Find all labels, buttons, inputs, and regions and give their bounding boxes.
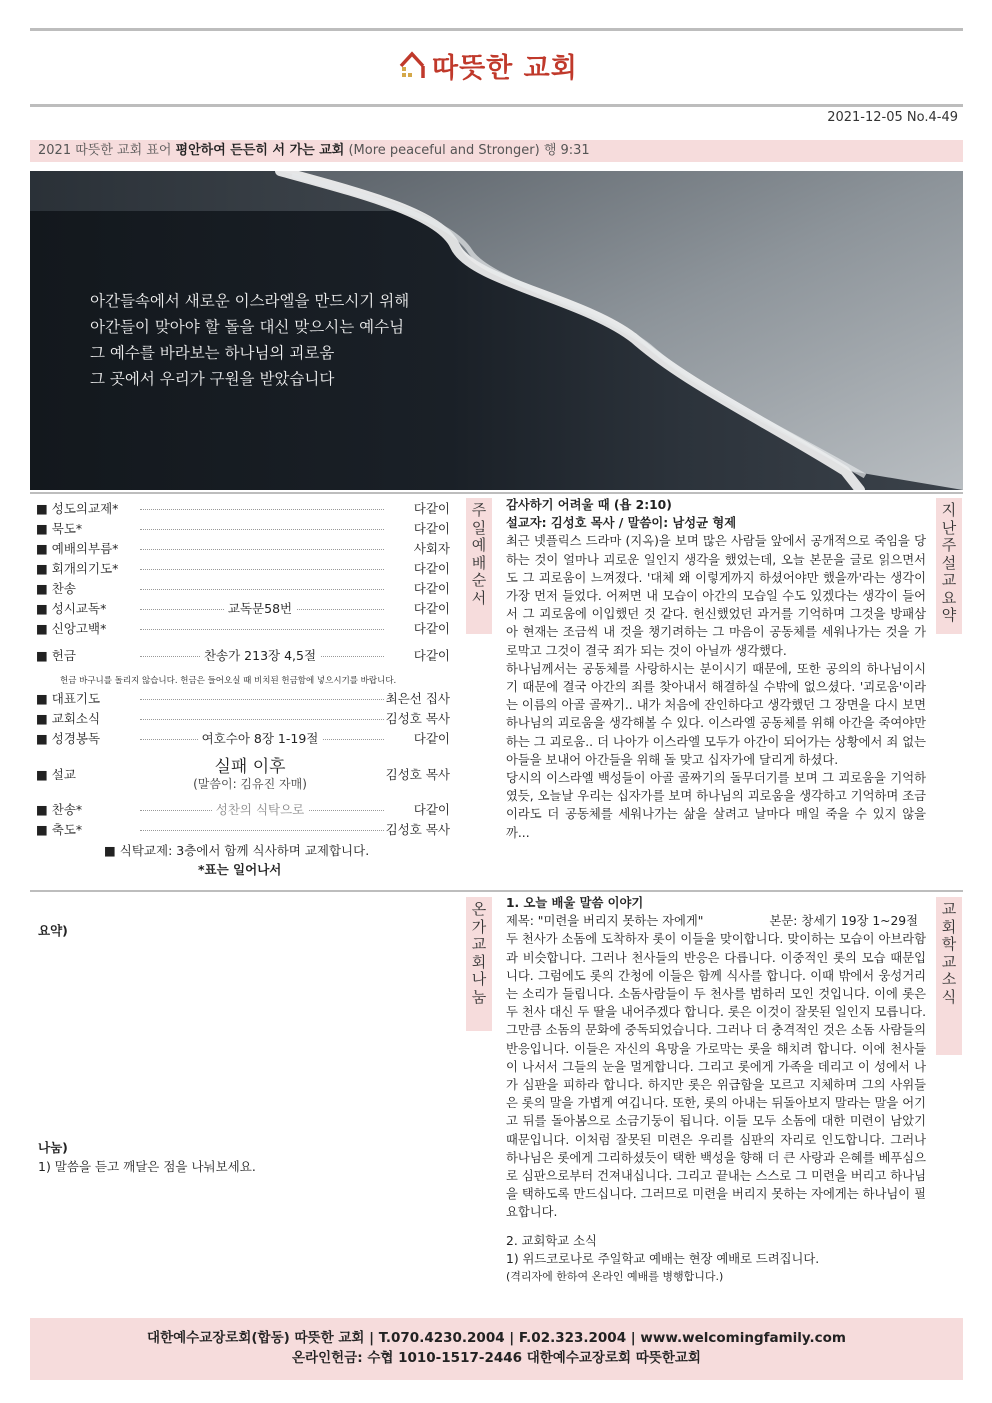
worship-item: ■ 헌금 찬송가 213장 4,5절 다같이	[36, 648, 450, 663]
footer	[30, 1318, 963, 1380]
footer-offering: 온라인헌금: 수협 1010-1517-2446 대한예수교장로회 따뜻한교회	[292, 1350, 701, 1366]
header-rule	[30, 104, 963, 107]
worship-item: ■ 찬송 다같이	[36, 581, 450, 596]
worship-item: ■ 묵도* 다같이	[36, 521, 450, 536]
worship-item: ■ 교회소식 김성호 목사	[36, 711, 450, 726]
school-body: 두 천사가 소돔에 도착하자 롯이 이들을 맞이합니다. 맞이하는 모습이 아브라함과 비슷합니다. 그러나 천사들의 반응은 다릅니다. 이중적인 롯의 모습 때문입니다. 그럼에도 롯의 간청에 이들은 함께 식사를 합니다. 이때 밖에서 웅성거리는 소리가 들립니다. 소돔사람들이 두 천사를 범하러 모인 것입니다. 이에 롯은 두 천사 대신 두 딸을 내어주겠다 합니다. 롯은 이것이 잘못된 일인지 모릅니다. 그만큼 소돔의 문화에 중독되었습니다. 그러나 더 충격적인 것은 소돔 사람들의 반응입니다. 이들은 자신의 욕망을 가로막는 롯을 해치려 합니다. 이에 천사들이 나서서 그들의 눈을 멀게합니다. 그리고 롯에게 가족을 데리고 이 성에서 나가 심판을 피하라 합니다. 하지만 롯은 위급함을 모르고 지체하며 그의 사위들은 롯의 말을 가볍게 여깁니다. 또한, 롯의 아내는 뒤돌아보지 말라는 말을 어기고 뒤를 돌아봄으로 소금기둥이 됩니다. 이들 모두 소돔에 대한 미련이 남았기 때문입니다. 이처럼 잘못된 미련은 우리를 심판의 자리로 인도합니다. 그러나 하나님은 롯에게 그리하셨듯이 택한 백성을 향해 더 큰 사랑과 은혜를 베푸심으로 심판으로부터 건져내십니다. 그리고 끝내는 스스로 그 미련을 버리고 하나님을 택하도록 만드십니다. 그러므로 미련을 버리지 못하는 자에게는 하나님이 필요합니다.	[506, 932, 926, 1220]
worship-item: ■ 성경봉독 여호수아 8장 1-19절 다같이	[36, 731, 450, 746]
worship-item: ■ 회개의기도* 다같이	[36, 561, 450, 576]
meal-note: ■ 식탁교제: 3층에서 함께 식사하며 교제합니다.	[104, 843, 370, 858]
tab-label: 교회학교소식	[941, 900, 957, 1006]
school-title: 1. 오늘 배울 말씀 이야기	[506, 896, 644, 910]
school-passage: 본문: 창세기 19장 1~29절	[769, 914, 918, 929]
issue-date: 2021-12-05 No.4-49	[827, 110, 958, 125]
school-subject-row	[506, 912, 926, 930]
section-rule-2	[30, 890, 963, 892]
sermon-title: 실패 이후	[214, 757, 286, 777]
summary-title: 감사하기 어려울 때 (욥 2:10)	[506, 498, 672, 512]
hero-poem	[90, 288, 409, 392]
hero-image	[30, 171, 963, 490]
footer-contact: 대한예수교장로회(합동) 따뜻한 교회 | T.070.4230.2004 | F.02.323.2004 | www.welcomingfamily.com	[147, 1330, 846, 1346]
motto-bar	[30, 140, 963, 162]
motto-suffix: (More peaceful and Stronger) 행 9:31	[344, 143, 590, 158]
sermon-label: ■ 설교	[36, 767, 76, 782]
tab-label: 지난주설교요약	[941, 501, 957, 624]
offering-note: 헌금 바구니를 돌리지 않습니다. 헌금은 들어오실 때 비치된 헌금함에 넣으시기를 바랍니다.	[60, 676, 397, 686]
sermon-summary	[506, 496, 926, 842]
tab-sharing	[466, 897, 492, 1031]
tab-sermon-summary	[936, 498, 962, 634]
news-item: 1) 위드코로나로 주일학교 예배는 현장 예배로 드려집니다.	[506, 1251, 820, 1266]
summary-label: 요약)	[38, 923, 68, 938]
sermon-subtitle: (말씀이: 김유진 자매)	[193, 777, 307, 791]
summary-preacher: 설교자: 김성호 목사 / 말씀이: 남성균 형제	[506, 516, 737, 531]
tab-school-news	[936, 897, 962, 1055]
poem-line: 그 곳에서 우리가 구원을 받았습니다	[90, 370, 335, 388]
tab-worship-order	[466, 498, 492, 634]
poem-line: 아간들이 맞아야 할 돌을 대신 맞으시는 예수님	[90, 318, 405, 336]
worship-item: ■ 신앙고백* 다같이	[36, 621, 450, 636]
worship-item: ■ 축도* 김성호 목사	[36, 822, 450, 837]
section-rule	[30, 492, 963, 494]
share-label: 나눔)	[38, 1140, 68, 1155]
school-subject: 제목: "미련을 버리지 못하는 자에게"	[506, 914, 704, 929]
summary-body: 최근 넷플릭스 드라마 (지옥)을 보며 많은 사람들 앞에서 공개적으로 죽임을 당하는 것이 얼마나 괴로운 일인지 생각을 했었는데, 오늘 본문을 글로 읽으면서도 그 괴로움이 느껴졌다. '대체 왜 이렇게까지 하셨어야만 했을까'라는 생각이 가장 먼저 들었다. 어쩌면 내 모습이 아간의 모습일 수도 있겠다는 생각이 들어서 그 괴로움에 이입했던 것 같다. 헌신했었던 과거를 기억하며 그것을 방패삼아 현재는 조금씩 내 것을 챙기려하는 그 마음이 공동체를 세워나가는 것을 가로막고 그것이 결국 죄가 되는 것이 아닐까 생각했다. 하나님께서는 공동체를 사랑하시는 분이시기 때문에, 또한 공의의 하나님이시기 때문에 결국 아간의 죄를 찾아내서 해결하실 수밖에 없으셨다. '괴로움'이라는 이름의 아골 골짜기.. 내가 처음에 잔인하다고 생각했던 그 장면을 다시 보면 하나님의 괴로움을 생각해볼 수 있다. 이스라엘 공동체를 위해 아간을 죽여야만 하는 그 괴로움.. 더 나아가 이스라엘 모두가 아간이 되어가는 상황에서 죄 없는 아들을 보내어 아간들을 위해 돌 맞고 십자가에 달리게 하셨다. 당시의 이스라엘 백성들이 아골 골짜기의 돌무더기를 보며 그 괴로움을 기억하였듯, 오늘날 우리는 십자가를 보며 하나님의 괴로움을 생각하고 기억하며 조금이라도 더 공동체를 세워나가는 삶을 살려고 날마다 매일 죽을 수 있지 않을까...	[506, 534, 926, 840]
worship-item: ■ 찬송* 성찬의 식탁으로 다같이	[36, 802, 450, 817]
poem-line: 그 예수를 바라보는 하나님의 괴로움	[90, 344, 335, 362]
motto-title: 평안하여 든든히 서 가는 교회	[175, 143, 345, 158]
worship-item: ■ 성도의교제* 다같이	[36, 501, 450, 516]
sermon-preacher: 김성호 목사	[385, 767, 450, 782]
house-icon	[398, 50, 426, 82]
worship-item: ■ 성시교독* 교독문58번 다같이	[36, 601, 450, 616]
church-logo	[398, 46, 578, 85]
worship-item: ■ 대표기도 최은선 집사	[36, 691, 450, 706]
standing-note: *표는 일어나서	[198, 862, 282, 877]
motto-prefix: 2021 따뜻한 교회 표어	[38, 143, 176, 158]
poem-line: 아간들속에서 새로운 이스라엘을 만드시기 위해	[90, 292, 410, 310]
news-note: (격리자에 한하여 온라인 예배를 병행합니다.)	[506, 1270, 724, 1284]
church-name: 따뜻한 교회	[432, 53, 578, 84]
school-news	[506, 894, 926, 1286]
tab-label: 온가교회나눔	[471, 900, 487, 1006]
news-title: 2. 교회학교 소식	[506, 1233, 597, 1248]
tab-label: 주일예배순서	[471, 501, 487, 607]
top-rule	[30, 28, 963, 31]
share-question: 1) 말씀을 듣고 깨달은 점을 나눠보세요.	[38, 1159, 256, 1174]
worship-item: ■ 예배의부름* 사회자	[36, 541, 450, 556]
